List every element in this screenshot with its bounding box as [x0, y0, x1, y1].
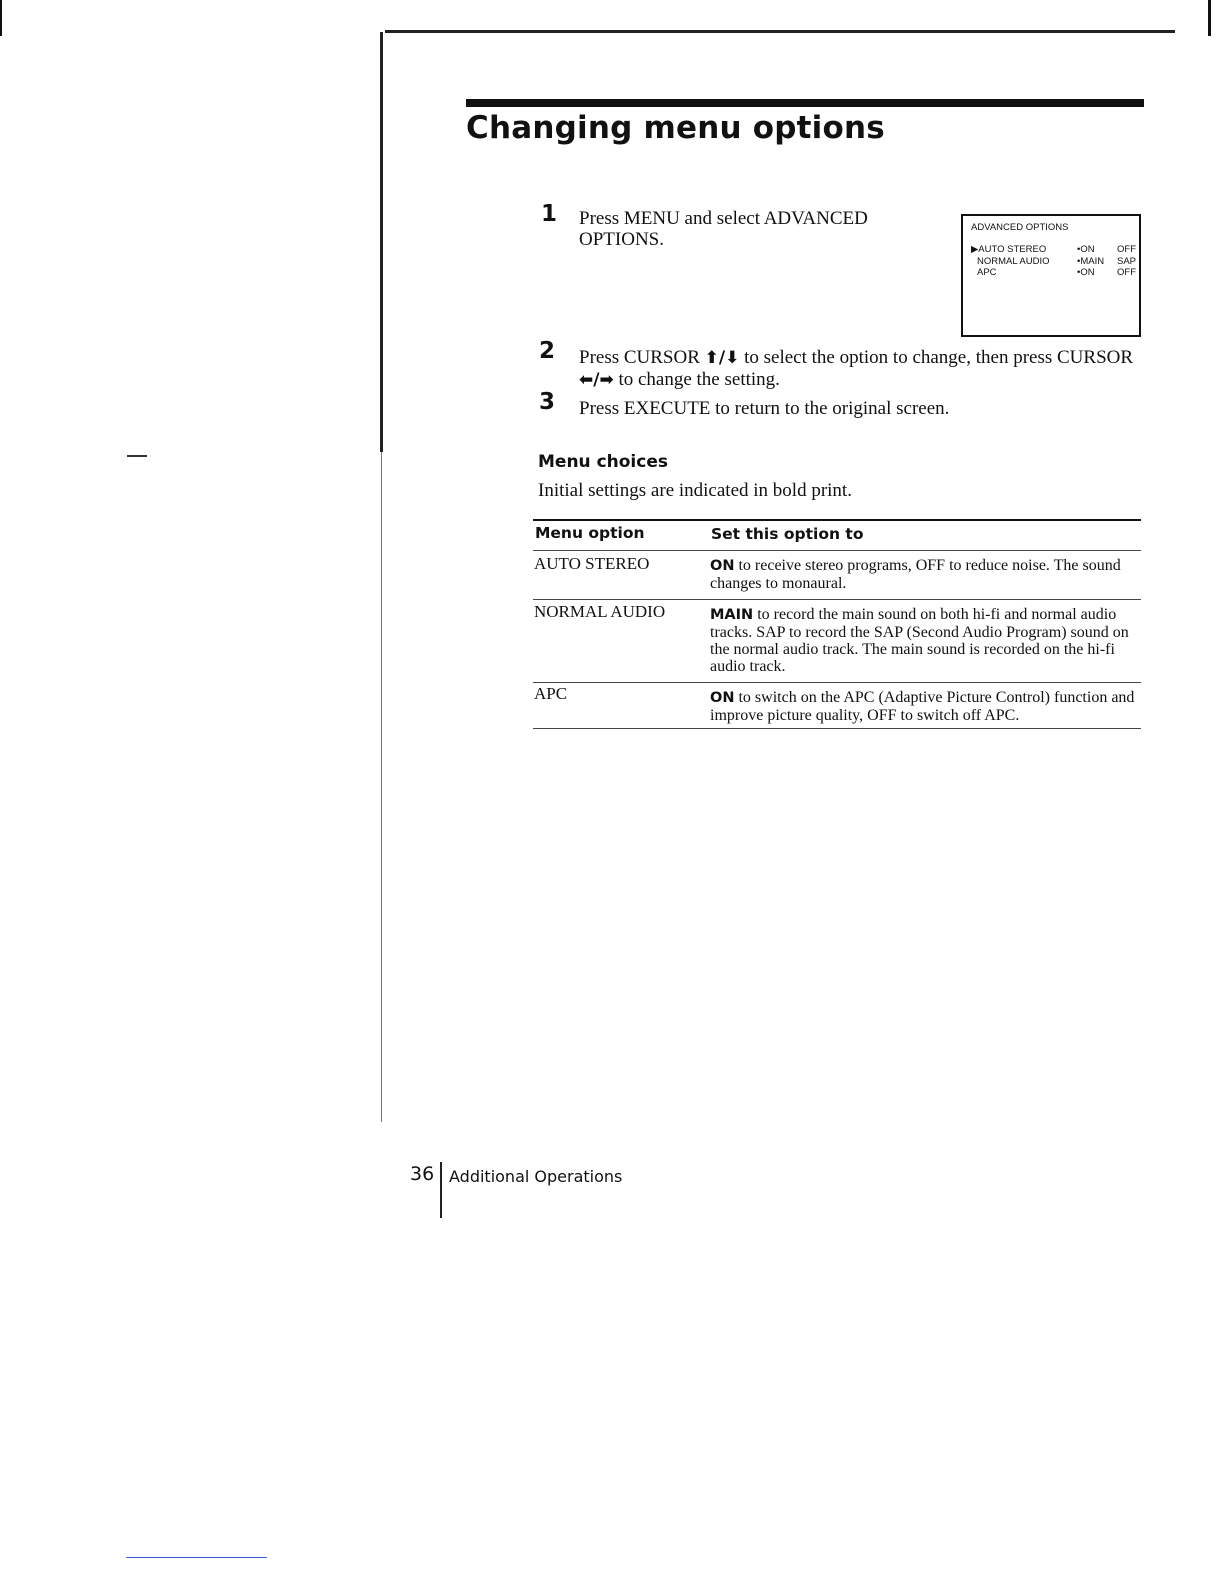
footer-divider [440, 1162, 442, 1218]
table-top-rule [533, 519, 1141, 521]
column-header: Menu option [535, 524, 645, 542]
screen-value: •ON [1077, 244, 1095, 255]
table-row-description [710, 606, 1140, 675]
step-1-line: OPTIONS. [579, 229, 664, 250]
table-row-description [710, 689, 1140, 724]
setting-text: to record the main sound on both hi-fi and normal audio tracks. SAP to record the SAP (Second Audio Program) sound on the normal audio track. The main sound is recorded on the hi-fi audio track. [710, 606, 1129, 675]
scan-blue-line [126, 1557, 267, 1558]
page-title: Changing menu options [466, 110, 885, 146]
screen-value: SAP [1117, 256, 1137, 267]
advanced-options-screen [961, 214, 1141, 337]
table-rule [533, 550, 1141, 551]
step-2-text-part: to change the setting. [618, 369, 780, 390]
left-right-arrow-icon: ⬅/➡ [579, 370, 614, 390]
step-number: 1 [541, 201, 558, 227]
initial-setting: MAIN [710, 607, 754, 623]
page-top-border [385, 30, 1175, 33]
page-left-border-faint [381, 452, 382, 1122]
initial-setting: ON [710, 558, 735, 574]
scan-edge-mark [0, 0, 2, 36]
page-left-border [380, 32, 383, 452]
scan-edge-mark [1208, 0, 1211, 36]
screen-title: ADVANCED OPTIONS [971, 222, 1069, 233]
step-2-text [579, 347, 1149, 391]
step-2-text-part: Press CURSOR [579, 347, 700, 368]
setting-text: to switch on the APC (Adaptive Picture Control) function and improve picture quality, OFF to switch off APC. [710, 689, 1135, 724]
scan-mark [127, 455, 147, 457]
menu-choices-heading: Menu choices [538, 452, 668, 472]
table-row-option: APC [534, 684, 568, 703]
step-1-text [579, 208, 868, 250]
setting-text: to receive stereo programs, OFF to reduce noise. The sound changes to monaural. [710, 557, 1121, 592]
title-bar [466, 99, 1144, 107]
initial-setting: ON [710, 690, 735, 706]
step-number: 3 [539, 389, 556, 415]
step-1-line: Press MENU and select ADVANCED [579, 208, 868, 229]
screen-value: •MAIN [1077, 256, 1105, 267]
table-rule [533, 682, 1141, 683]
table-row-description [710, 557, 1140, 592]
table-row-option: AUTO STEREO [534, 554, 650, 573]
table-rule [533, 599, 1141, 600]
screen-value: OFF [1117, 244, 1136, 255]
screen-value: •ON [1077, 267, 1095, 278]
screen-option: ▶AUTO STEREO [971, 244, 1047, 255]
screen-value: OFF [1117, 267, 1136, 278]
column-header: Set this option to [711, 525, 864, 543]
page-number: 36 [410, 1163, 435, 1185]
table-bottom-rule [533, 728, 1141, 729]
menu-choices-intro: Initial settings are indicated in bold print. [538, 480, 852, 501]
screen-option: APC [977, 267, 997, 278]
table-row-option: NORMAL AUDIO [534, 602, 666, 621]
section-name: Additional Operations [449, 1167, 623, 1186]
step-2-text-part: to select the option to change, then press CURSOR [744, 347, 1134, 368]
up-down-arrow-icon: ⬆/⬇ [704, 348, 740, 368]
step-number: 2 [539, 338, 556, 364]
screen-option: NORMAL AUDIO [977, 256, 1050, 267]
step-3-text: Press EXECUTE to return to the original screen. [579, 398, 950, 419]
